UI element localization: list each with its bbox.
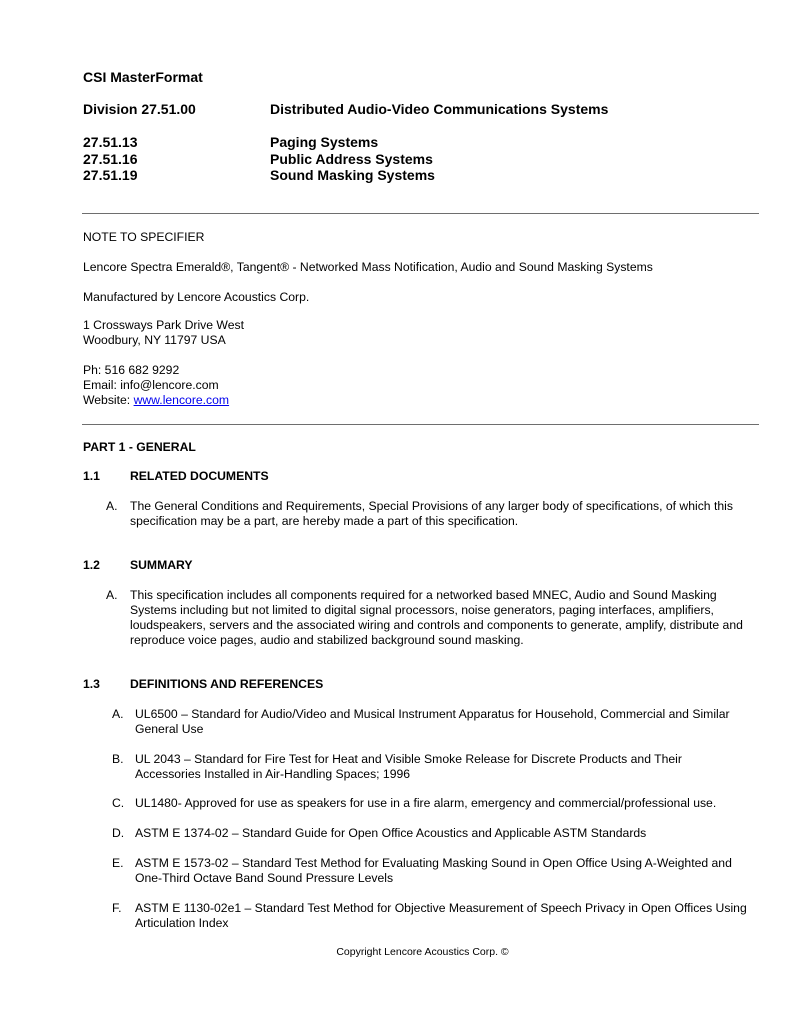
website-link[interactable]: www.lencore.com — [133, 393, 230, 407]
item-letter: A. — [106, 499, 118, 513]
item-text: UL 2043 – Standard for Fire Test for Heat and Visible Smoke Release for Discrete Products and Their Accessories Installed in Air-Handling Spaces; 1996 — [135, 752, 682, 781]
section-code: 27.51.16 — [83, 151, 138, 167]
item-text: UL6500 – Standard for Audio/Video and Musical Instrument Apparatus for Household, Commercial and Similar General Use — [135, 707, 730, 736]
phone: Ph: 516 682 9292 — [83, 363, 180, 377]
manufacturer: Manufactured by Lencore Acoustics Corp. — [83, 290, 310, 304]
item-text: The General Conditions and Requirements, Special Provisions of any larger body of specifications, of which this specification may be a part, are hereby made a part of this specification. — [130, 499, 733, 528]
section-heading: DEFINITIONS AND REFERENCES — [130, 677, 324, 691]
item-letter: A. — [106, 588, 118, 602]
address-line-1: 1 Crossways Park Drive West — [83, 318, 244, 332]
item-letter: F. — [112, 901, 122, 915]
part-heading: PART 1 - GENERAL — [83, 440, 196, 454]
address-line-2: Woodbury, NY 11797 USA — [83, 333, 226, 347]
horizontal-rule — [82, 424, 759, 425]
section-title: Public Address Systems — [270, 151, 433, 167]
copyright-footer: Copyright Lencore Acoustics Corp. © — [336, 946, 509, 958]
section-number: 1.1 — [83, 469, 100, 483]
item-letter: E. — [112, 856, 124, 870]
section-heading: RELATED DOCUMENTS — [130, 469, 269, 483]
section-title: Sound Masking Systems — [270, 167, 435, 183]
website-label: Website: — [83, 393, 134, 407]
section-number: 1.3 — [83, 677, 100, 691]
section-code: 27.51.13 — [83, 134, 138, 150]
section-code: 27.51.19 — [83, 167, 138, 183]
item-letter: D. — [112, 826, 125, 840]
section-heading: SUMMARY — [130, 558, 193, 572]
item-text: UL1480- Approved for use as speakers for use in a fire alarm, emergency and commercial/professional use. — [135, 796, 717, 810]
document-title: CSI MasterFormat — [83, 69, 203, 85]
item-text: ASTM E 1374-02 – Standard Guide for Open Office Acoustics and Applicable ASTM Standards — [135, 826, 647, 840]
item-letter: C. — [112, 796, 125, 810]
note-heading: NOTE TO SPECIFIER — [83, 230, 205, 244]
division-title: Distributed Audio-Video Communications Systems — [270, 101, 609, 117]
email: Email: info@lencore.com — [83, 378, 219, 392]
item-text: ASTM E 1573-02 – Standard Test Method for Evaluating Masking Sound in Open Office Using A-Weighted and One-Third Octave Band Sound Pressure Levels — [135, 856, 732, 885]
item-text: ASTM E 1130-02e1 – Standard Test Method for Objective Measurement of Speech Privacy in Open Offices Using Articulation Index — [135, 901, 747, 930]
division-code: Division 27.51.00 — [83, 101, 196, 117]
section-number: 1.2 — [83, 558, 100, 572]
item-text: This specification includes all components required for a networked based MNEC, Audio and Sound Masking Systems including but not limited to digital signal processors, noise generators, paging interfaces, amplifiers, loudspeakers, servers and the associated wiring and controls and components to generate, amplify, distribute and reproduce voice pages, audio and stabilized background sound masking. — [130, 588, 743, 647]
horizontal-rule — [82, 213, 759, 214]
item-letter: A. — [112, 707, 124, 721]
section-title: Paging Systems — [270, 134, 379, 150]
product-line: Lencore Spectra Emerald®, Tangent® - Networked Mass Notification, Audio and Sound Masking Systems — [83, 260, 653, 274]
item-letter: B. — [112, 752, 124, 766]
website — [83, 393, 229, 408]
